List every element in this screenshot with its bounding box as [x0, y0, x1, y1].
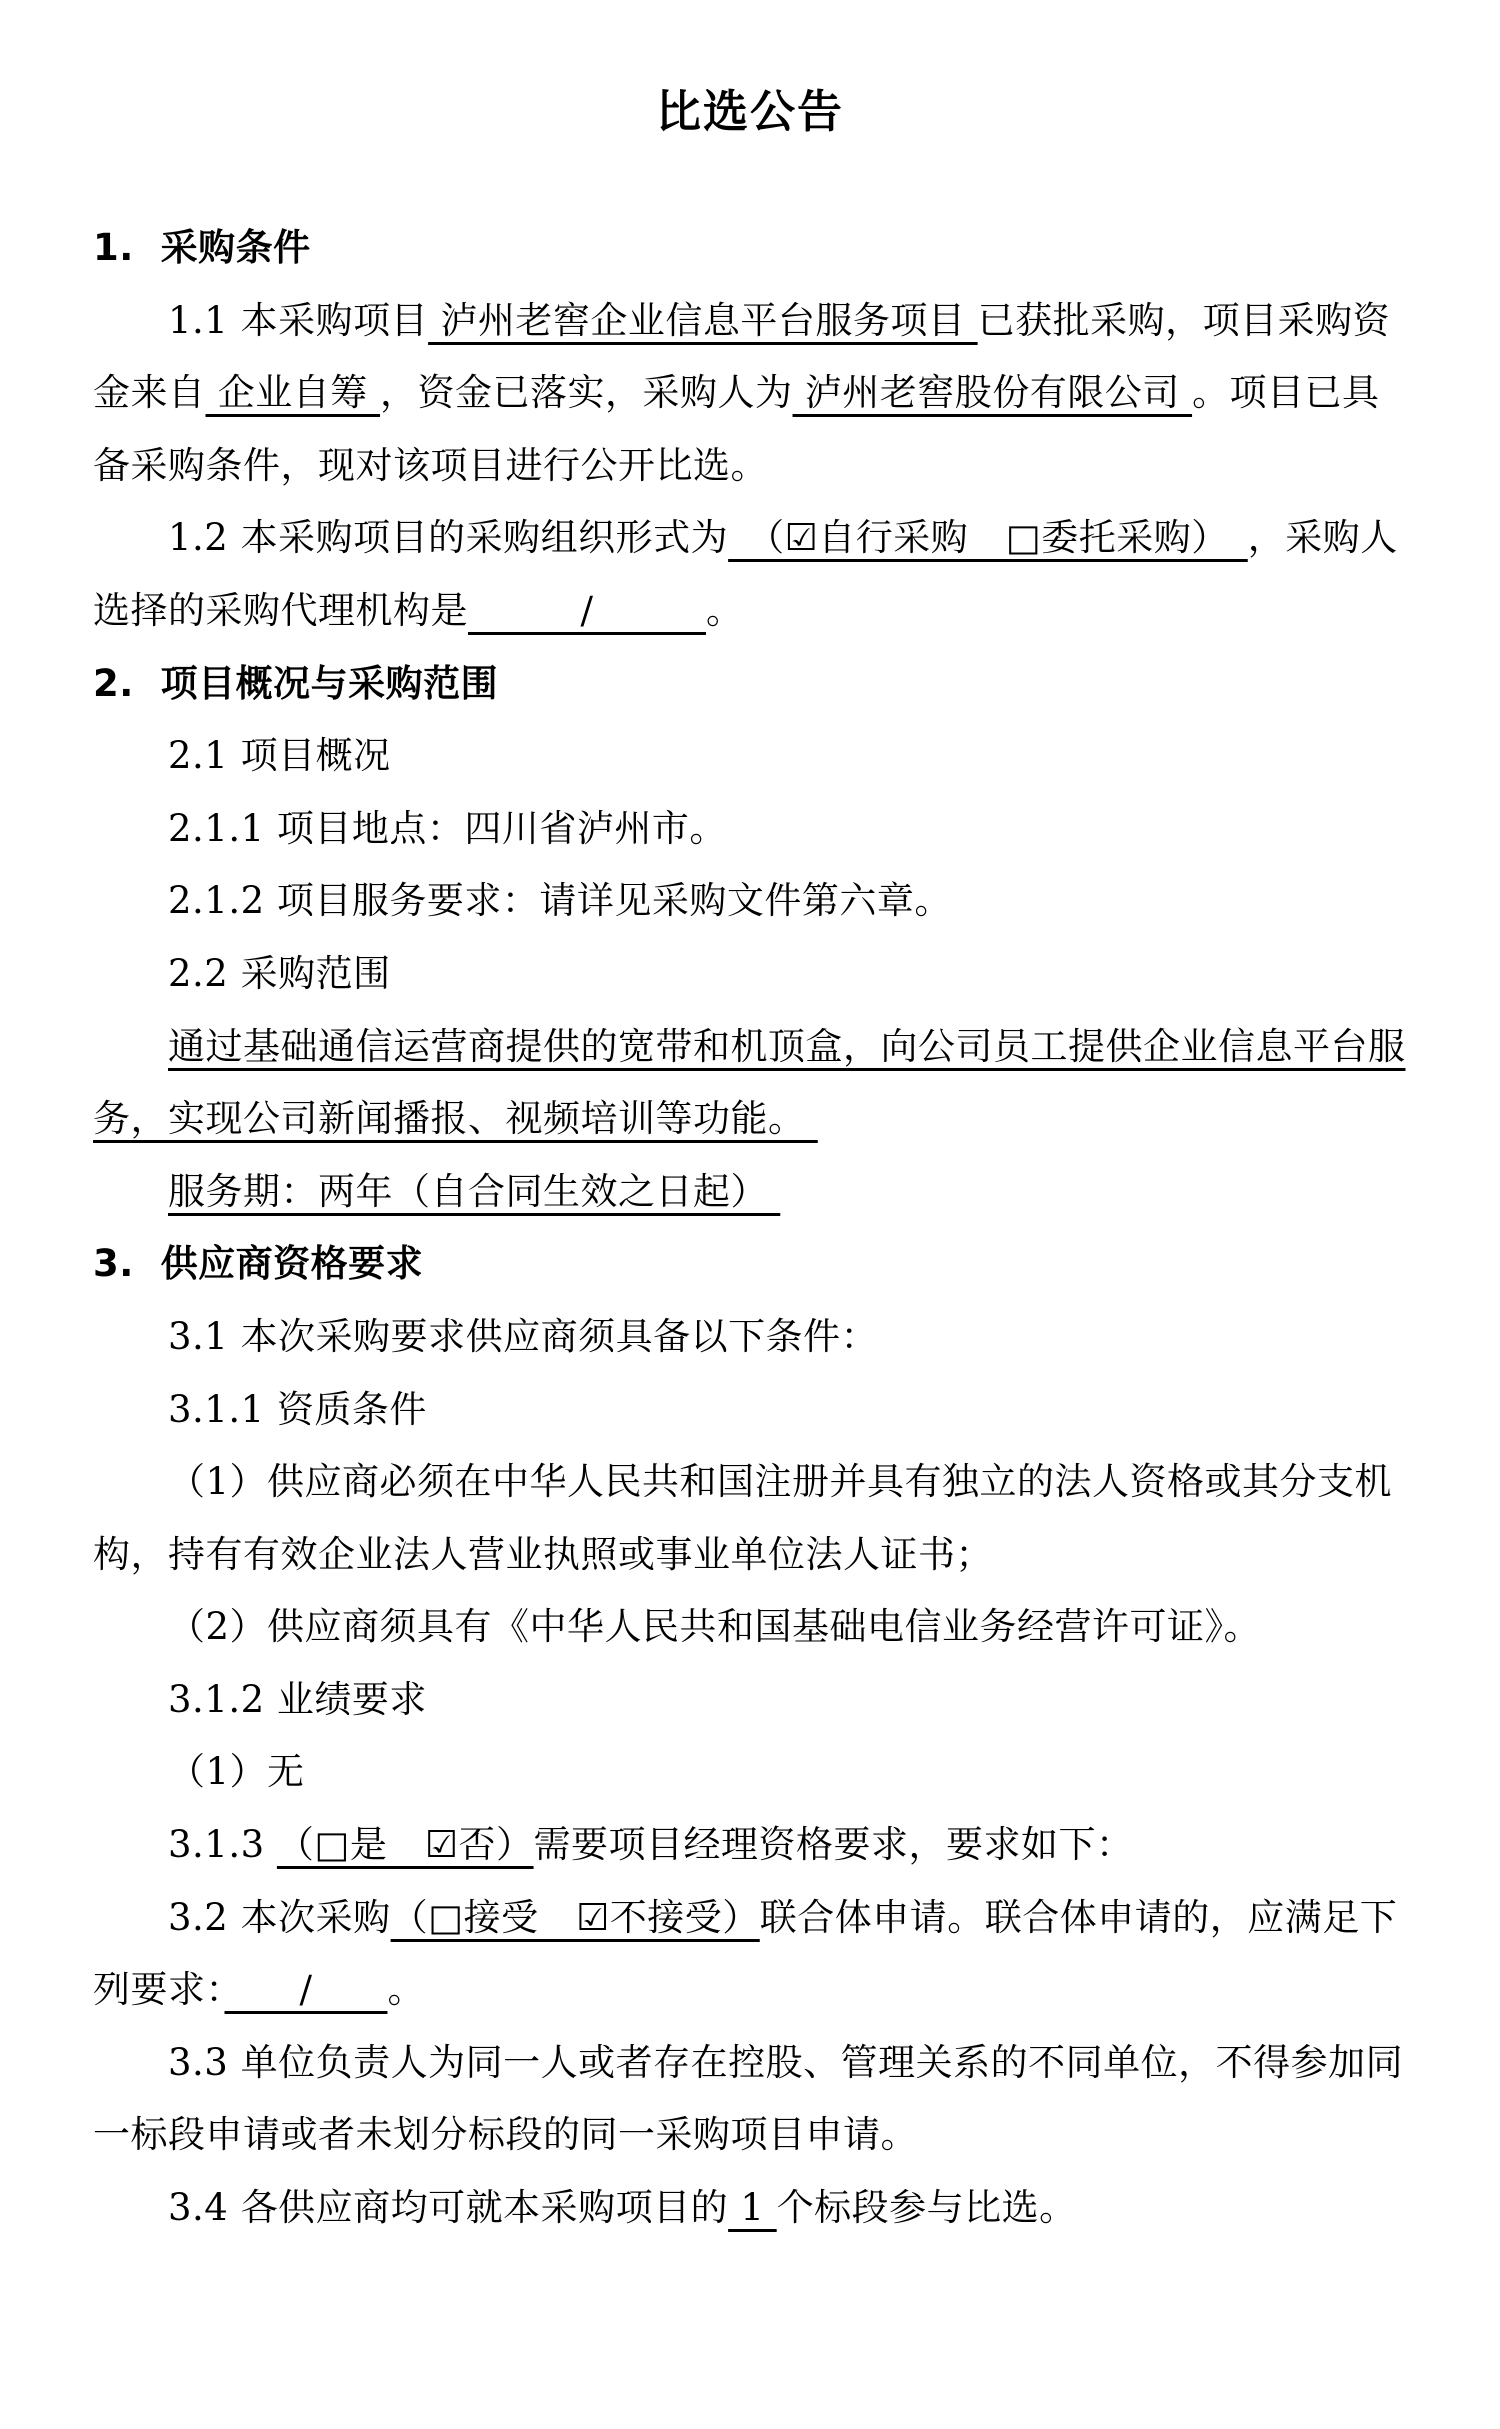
text-run: ，采购人	[1247, 516, 1398, 560]
doc-line-9	[93, 793, 1407, 866]
blank-scope-line2: 务，实现公司新闻播报、视频培训等功能。	[93, 1097, 818, 1141]
doc-line-17	[93, 1374, 1407, 1447]
text-run: （1）供应商必须在中华人民共和国注册并具有独立的法人资格或其分支机	[168, 1460, 1393, 1504]
doc-line-11	[93, 938, 1407, 1011]
text-run: 2. 项目概况与采购范围	[93, 661, 499, 705]
doc-line-19	[93, 1519, 1407, 1592]
doc-line-13	[93, 1083, 1407, 1156]
checkbox-group-consortium: （□接受 ☑不接受）	[390, 1895, 760, 1939]
blank-purchaser-name: 泸州老窖股份有限公司	[792, 371, 1193, 415]
text-run: 2.2 采购范围	[168, 951, 391, 995]
text-run: 3.3 单位负责人为同一人或者存在控股、管理关系的不同单位，不得参加同	[168, 2040, 1404, 2084]
blank-scope-line1: 通过基础通信运营商提供的宽带和机顶盒，向公司员工提供企业信息平台服	[168, 1024, 1406, 1068]
text-run: 一标段申请或者未划分标段的同一采购项目申请。	[93, 2113, 918, 2157]
text-run: 个标段参与比选。	[776, 2186, 1077, 2230]
doc-line-3	[93, 357, 1407, 430]
doc-line-21	[93, 1664, 1407, 1737]
doc-line-22	[93, 1736, 1407, 1809]
text-run: 3.4 各供应商均可就本采购项目的	[168, 2186, 729, 2230]
checkbox-group-procurement-form: （☑自行采购 □委托采购）	[728, 516, 1248, 560]
text-run: （2）供应商须具有《中华人民共和国基础电信业务经营许可证》。	[168, 1605, 1262, 1649]
doc-line-16	[93, 1301, 1407, 1374]
blank-fund-source: 企业自筹	[205, 371, 381, 415]
blank-service-period: 服务期：两年（自合同生效之日起）	[168, 1169, 781, 1213]
text-run: 。	[705, 588, 744, 632]
text-run: 。	[387, 1968, 425, 2012]
doc-line-14	[93, 1156, 1407, 1229]
text-run: 1.1 本采购项目	[168, 298, 429, 342]
doc-line-10	[93, 865, 1407, 938]
doc-line-23	[93, 1809, 1407, 1882]
doc-line-28	[93, 2172, 1407, 2245]
doc-line-18	[93, 1446, 1407, 1519]
text-run: 。项目已具	[1192, 371, 1380, 415]
text-run: 3.1.3	[168, 1823, 277, 1867]
doc-line-25	[93, 1954, 1407, 2027]
doc-line-6	[93, 575, 1407, 648]
text-run: 3.1.2 业绩要求	[168, 1677, 427, 1721]
doc-line-4	[93, 430, 1407, 503]
text-run: 金来自	[93, 371, 206, 415]
doc-line-2	[93, 285, 1407, 358]
text-run: 已获批采购，项目采购资	[977, 298, 1391, 342]
doc-line-5	[93, 502, 1407, 575]
doc-line-7	[93, 648, 1407, 721]
checkbox-group-pm-requirement: （□是 ☑否）	[276, 1823, 534, 1867]
text-run: 3.1 本次采购要求供应商须具备以下条件：	[168, 1314, 879, 1358]
blank-agency-slash: /	[468, 588, 706, 632]
text-run: 2.1.1 项目地点：四川省泸州市。	[168, 806, 727, 850]
text-run: 1. 采购条件	[93, 226, 311, 269]
blank-consortium-slash: /	[224, 1968, 388, 2012]
doc-line-27	[93, 2099, 1407, 2172]
blank-project-name: 泸州老窖企业信息平台服务项目	[428, 298, 978, 342]
text-run: 2.1.2 项目服务要求：请详见采购文件第六章。	[168, 879, 952, 923]
text-run: 3. 供应商资格要求	[93, 1242, 424, 1286]
document-body	[93, 212, 1407, 2245]
text-run: 2.1 项目概况	[168, 734, 391, 778]
doc-line-20	[93, 1591, 1407, 1664]
text-run: ，资金已落实，采购人为	[380, 371, 793, 415]
text-run: 备采购条件，现对该项目进行公开比选。	[93, 443, 768, 487]
text-run: 1.2 本采购项目的采购组织形式为	[168, 516, 729, 560]
text-run: 列要求：	[93, 1968, 225, 2012]
doc-line-24	[93, 1882, 1407, 1955]
text-run: 联合体申请。联合体申请的，应满足下	[759, 1895, 1398, 1939]
doc-line-1	[93, 212, 1407, 285]
blank-lot-count: 1	[728, 2186, 777, 2230]
text-run: （1）无	[168, 1750, 305, 1794]
doc-line-15	[93, 1228, 1407, 1301]
text-run: 构，持有有效企业法人营业执照或事业单位法人证书；	[93, 1532, 993, 1576]
doc-line-26	[93, 2027, 1407, 2100]
text-run: 选择的采购代理机构是	[93, 588, 468, 632]
text-run: 3.1.1 资质条件	[168, 1387, 427, 1431]
doc-line-8	[93, 720, 1407, 793]
text-run: 3.2 本次采购	[168, 1895, 391, 1939]
text-run: 需要项目经理资格要求，要求如下：	[533, 1823, 1134, 1867]
doc-line-12	[93, 1011, 1407, 1084]
document-title: 比选公告	[655, 85, 844, 138]
